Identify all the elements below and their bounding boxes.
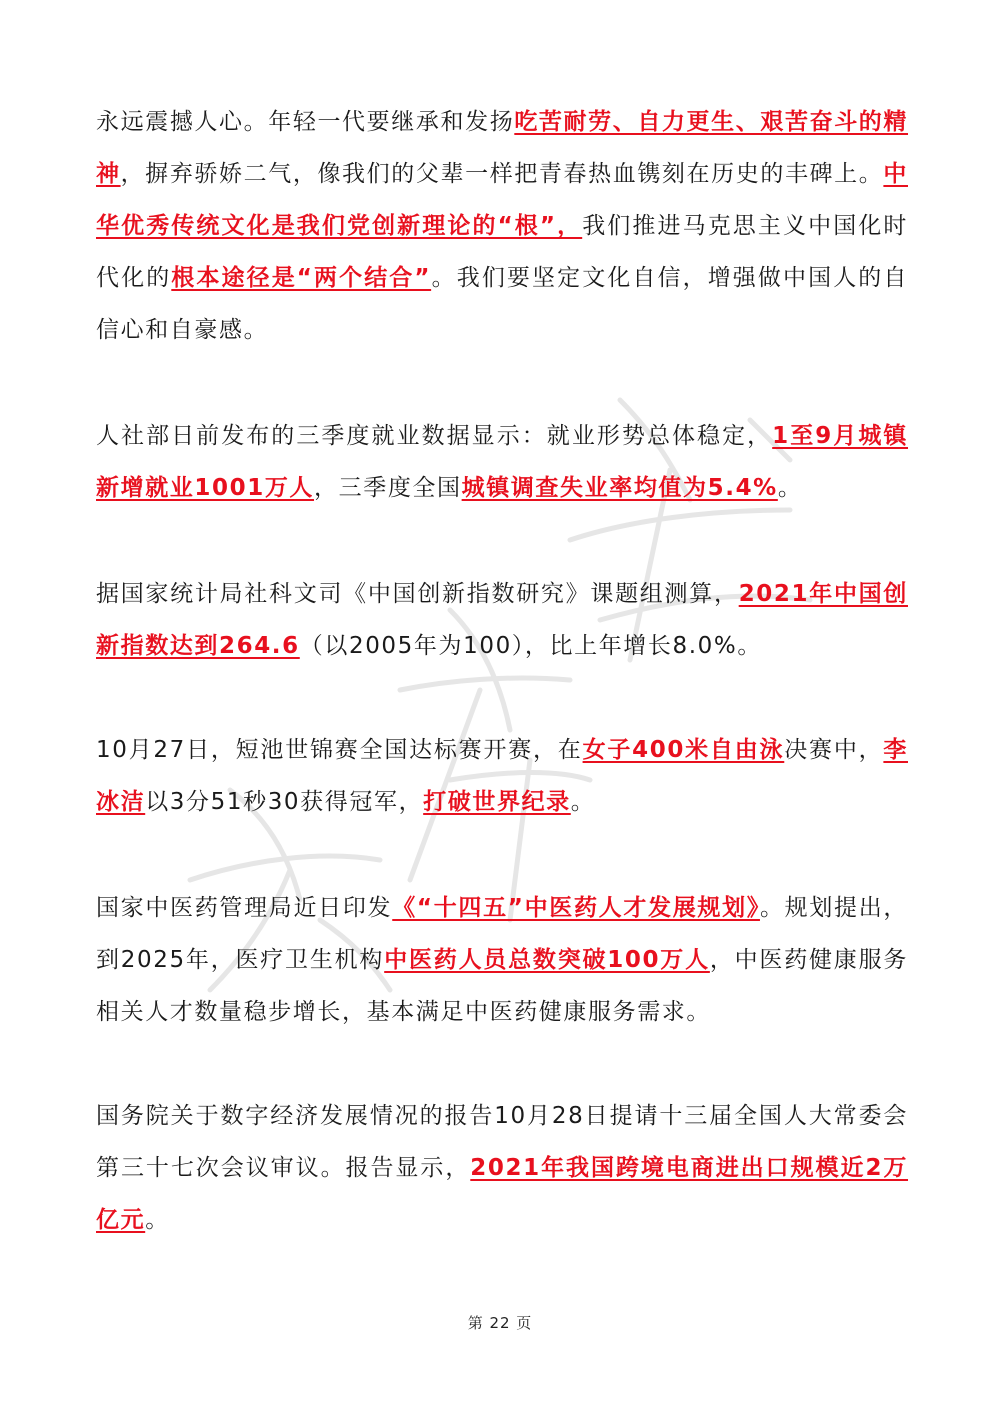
paragraph-digital-economy (96, 1090, 908, 1246)
highlighted-phrase: 2021年我国跨境电商进出口规模近2万亿元 (96, 1155, 909, 1233)
body-text: 国家中医药管理局近日印发 (96, 895, 393, 921)
page-number-footer: 第 22 页 (467, 1314, 533, 1332)
paragraph-swimming-record (96, 724, 908, 828)
highlighted-phrase: 女子400米自由泳 (582, 737, 785, 763)
body-text: ，摒弃骄娇二气，像我们的父辈一样把青春热血镌刻在历史的丰碑上。 (120, 161, 884, 187)
body-text: 我们推进马克思主义中国化时代化的 (96, 213, 908, 291)
highlighted-phrase: 吃苦耐劳、自力更生、艰苦奋斗的精神 (96, 109, 909, 187)
highlighted-phrase: 李冰洁 (96, 737, 908, 815)
body-text: ，三季度全国 (314, 475, 462, 501)
paragraph-tcm-talent-plan (96, 882, 908, 1038)
body-text: 。 (145, 1207, 170, 1233)
body-text: 决赛中， (784, 737, 884, 763)
body-text: 。规划提出，到2025年，医疗卫生机构 (96, 895, 908, 973)
highlighted-phrase: 打破世界纪录 (423, 789, 571, 815)
highlighted-phrase: 城镇调查失业率均值为5.4% (461, 475, 778, 501)
body-text: 。我们要坚定文化自信，增强做中国人的自信心和自豪感。 (96, 265, 908, 343)
highlighted-phrase: 2021年中国创新指数达到264.6 (96, 581, 908, 659)
body-text: ，中医药健康服务相关人才数量稳步增长，基本满足中医药健康服务需求。 (96, 947, 908, 1025)
body-text: 以3分51秒30获得冠军， (145, 789, 424, 815)
paragraph-innovation-index (96, 568, 908, 672)
body-text: 据国家统计局社科文司《中国创新指数研究》课题组测算， (96, 581, 739, 607)
body-text: 人社部日前发布的三季度就业数据显示：就业形势总体稳定， (96, 423, 773, 449)
body-text: 国务院关于数字经济发展情况的报告10月28日提请十三届全国人大常委会第三十七次会议审议。报告显示， (96, 1103, 908, 1181)
body-text: 永远震撼人心。年轻一代要继承和发扬 (96, 109, 515, 135)
highlighted-phrase: 中华优秀传统文化是我们党创新理论的“根”， (96, 161, 908, 239)
body-text: 10月27日，短池世锦赛全国达标赛开赛，在 (96, 737, 583, 763)
highlighted-phrase: 根本途径是“两个结合” (171, 265, 432, 291)
highlighted-phrase: 《“十四五”中医药人才发展规划》 (392, 895, 760, 921)
body-text: 。 (777, 475, 803, 501)
highlighted-phrase: 中医药人员总数突破100万人 (384, 947, 710, 973)
highlighted-phrase: 1至9月城镇新增就业1001万人 (96, 423, 908, 501)
paragraph-youth-spirit (96, 96, 908, 356)
body-text: 。 (570, 789, 596, 815)
paragraph-employment-data (96, 410, 908, 514)
body-text: （以2005年为100），比上年增长8.0%。 (299, 633, 762, 659)
